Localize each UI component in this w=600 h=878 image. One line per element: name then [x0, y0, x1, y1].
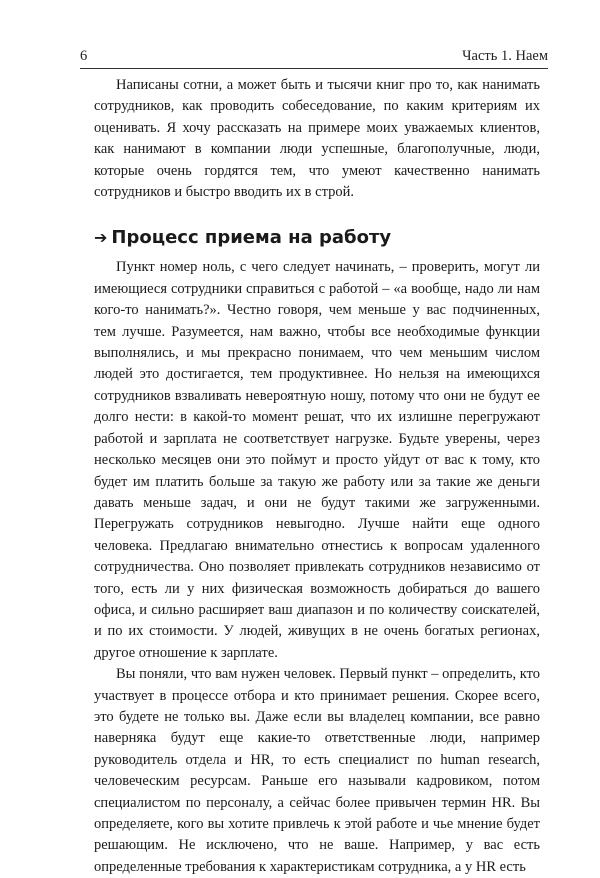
section-paragraph-2: Вы поняли, что вам нужен человек. Первый пункт – определить, кто участвует в процессе отбора и кто принимает решения. Скорее всего, это будете не только вы. Даже если вы владелец компании, все равно наверняка будут еще какие-то ответственные люди, например руководитель отдела и HR, то есть специалист по human research, человеческим ресурсам. Раньше его называли кадровиком, потом специалистом по персоналу, а сейчас более привычен термин HR. Вы определяете, кого вы хотите привлечь к этой работе и чье мнение будет решающим. Не исключено, что не ваше. Например, у вас есть определенные требования к характеристикам сотрудника, а у HR есть: [94, 666, 540, 875]
section-title: Процесс приема на работу: [111, 227, 392, 249]
intro-paragraph: Написаны сотни, а может быть и тысячи книг про то, как нанимать сотрудников, как проводить собеседование, по каким критериям их оценивать. Я хочу рассказать на примере моих уважаемых клиентов, как нанимают в компании люди успешные, благополучные, люди, которые очень гордятся тем, что умеют качественно нанимать сотрудников и быстро вводить их в строй.: [94, 77, 540, 201]
page-body: [94, 75, 540, 878]
running-title: Часть 1. Наем: [462, 48, 548, 64]
header-rule: [80, 68, 548, 69]
page-number: 6: [80, 48, 88, 64]
arrow-icon: ➔: [94, 228, 108, 248]
section-heading: [94, 227, 540, 249]
section-paragraph-1: Пункт номер ноль, с чего следует начинать, – проверить, могут ли имеющиеся сотрудники справиться с работой – «а вообще, надо ли нам кого-то нанимать?». Честно говоря, чем меньше у вас подчиненных, тем лучше. Разумеется, нам важно, чтобы все необходимые функции выполнялись, и мы прекрасно понимаем, что чем меньшим числом людей это достигается, тем продуктивнее. Но нельзя на имеющихся сотрудников взваливать невероятную ношу, потому что они не будут ее долго нести: в какой-то момент решат, что их излишне перегружают работой и зарплата не соответствует нагрузке. Будьте уверены, через несколько месяцев они это поймут и просто уйдут от вас к тому, кто будет им платить больше за такую же работу или за такие же деньги давать меньше задач, и они не будут такими же загруженными. Перегружать сотрудников невыгодно. Лучше найти еще одного человека. Предлагаю внимательно отнестись к вопросам удаленного сотрудничества. Оно позволяет привлекать сотрудников независимо от того, есть ли у них физическая возможность добираться до вашего офиса, и сильно расширяет ваш диапазон и по количеству соискателей, и по их стоимости. У людей, живущих в не очень богатых регионах, другое отношение к зарплате.: [94, 259, 540, 661]
running-head: [80, 48, 548, 65]
